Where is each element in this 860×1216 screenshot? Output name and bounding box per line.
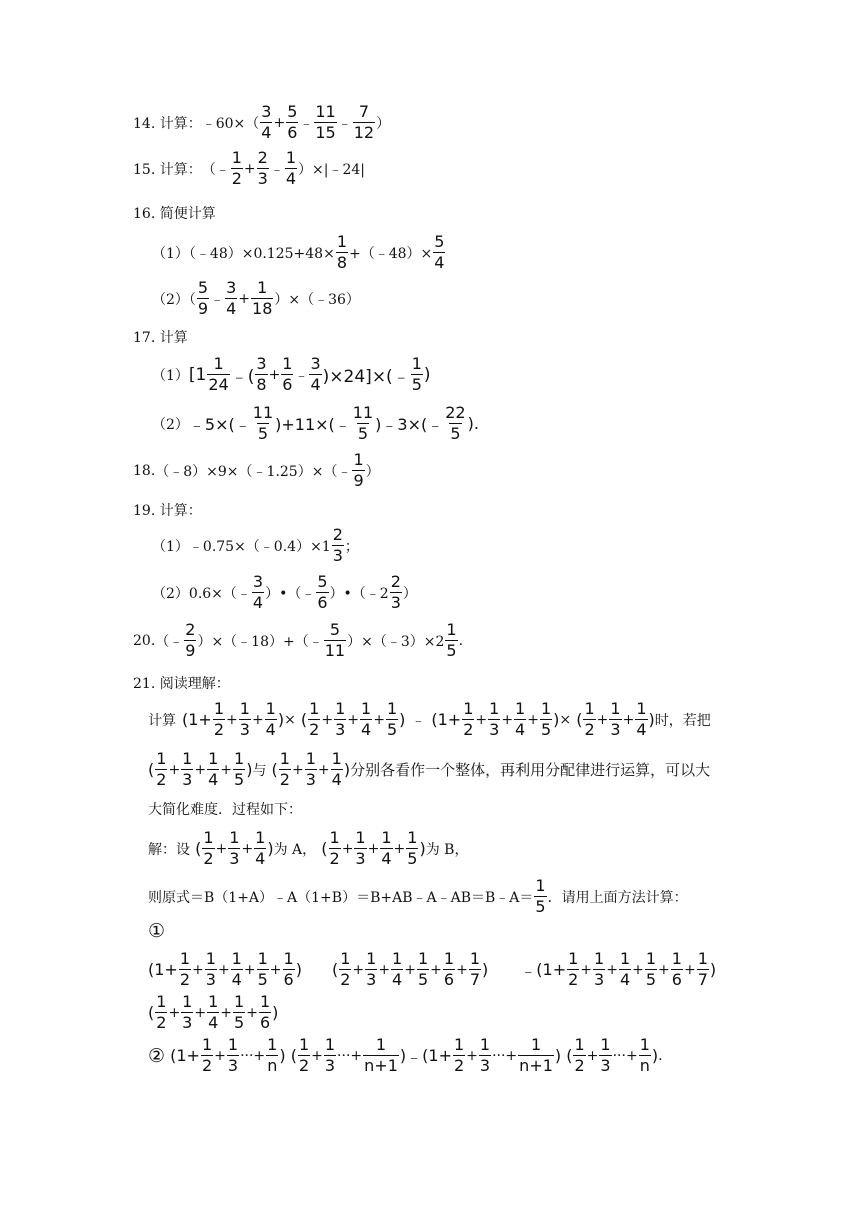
problem-15-label: 15. 计算： <box>133 161 202 178</box>
fraction <box>316 574 328 611</box>
fraction: $\frac{1}{7}$ <box>469 949 480 989</box>
fraction: $\frac{1}{4}$ <box>208 992 219 1032</box>
fraction: $\frac{1}{5}$ <box>234 992 245 1032</box>
denominator: 3 <box>332 546 343 565</box>
fraction: $\frac{1}{2}$ <box>309 699 320 739</box>
fraction: $\frac{1}{2}$ <box>584 699 595 739</box>
operator: ﹣ <box>294 367 309 384</box>
expr-text: （2）0.6×（﹣ <box>152 585 251 602</box>
expr-text: ) <box>423 364 431 385</box>
numerator: 2 <box>390 572 401 591</box>
expr-text: [1 <box>188 364 207 385</box>
problem-17-sub1 <box>152 356 431 393</box>
circled-1 <box>148 920 165 942</box>
fraction: $\frac{1}{4}$ <box>381 828 392 868</box>
operator: + <box>268 366 281 383</box>
fraction <box>314 104 336 141</box>
fraction: $\frac{1}{4}$ <box>636 699 647 739</box>
problem-19-sub2 <box>152 574 417 611</box>
fraction <box>445 622 457 659</box>
problem-14 <box>133 104 390 141</box>
numerator: 1 <box>285 148 297 167</box>
fraction: $\frac{1}{n}$ <box>639 1035 650 1075</box>
operator: + <box>243 160 256 177</box>
fraction <box>285 150 297 187</box>
denominator: 9 <box>185 641 196 660</box>
denominator: 4 <box>285 169 297 188</box>
expr-text: （﹣ <box>155 633 184 650</box>
numerator: 1 <box>535 876 546 895</box>
expr-text: ）×（﹣18）+（﹣ <box>197 633 323 650</box>
expr-text: ．请用上面方法计算： <box>547 889 688 906</box>
fraction <box>352 405 374 442</box>
fraction: $\frac{1}{3}$ <box>489 699 500 739</box>
numerator: 5 <box>287 102 298 121</box>
numerator: 1 <box>336 232 347 251</box>
fraction: $\frac{1}{3}$ <box>239 699 250 739</box>
numerator: 11 <box>252 403 274 422</box>
fraction: $\frac{1}{2}$ <box>340 949 351 989</box>
fraction <box>390 574 402 611</box>
numerator: 1 <box>353 450 364 469</box>
fraction: $\frac{1}{2}$ <box>453 1035 465 1075</box>
fraction: $\frac{1}{2}$ <box>201 1035 213 1075</box>
fraction <box>252 574 264 611</box>
fraction <box>197 280 209 317</box>
expr-text: )+11×(﹣ <box>275 415 351 434</box>
denominator: 3 <box>390 593 401 612</box>
problem-16-sub1 <box>152 234 446 271</box>
fraction <box>433 234 445 271</box>
fraction <box>444 405 466 442</box>
fraction: $\frac{1}{2}$ <box>156 992 167 1032</box>
fraction <box>251 280 273 317</box>
fraction: $\frac{1}{3}$ <box>335 699 346 739</box>
problem-label: 20. <box>133 632 156 649</box>
denominator: 5 <box>411 375 422 394</box>
fraction: $\frac{1}{3}$ <box>182 749 193 789</box>
expr-text: （﹣8）×9×（﹣1.25）×（﹣ <box>155 463 352 480</box>
operator: × <box>559 711 572 728</box>
numerator: 1 <box>213 354 224 373</box>
fraction: $\frac{1}{5}$ <box>407 828 418 868</box>
fraction: $\frac{1}{3}$ <box>229 828 240 868</box>
numerator: 3 <box>261 102 272 121</box>
problem-label: 18. <box>133 462 156 479</box>
fraction: $\frac{1}{4}$ <box>331 749 342 789</box>
fraction: $\frac{1}{5}$ <box>417 949 429 989</box>
fraction <box>336 234 348 271</box>
denominator: 5 <box>357 424 369 443</box>
fraction: $\frac{1}{2}$ <box>179 949 191 989</box>
denominator: 8 <box>336 253 347 272</box>
fraction: $\frac{1}{5}$ <box>234 749 245 789</box>
problem-14-label: 14. 计算： <box>133 115 202 132</box>
expr-text: 为 A， <box>273 841 317 858</box>
fraction: $\frac{1}{n}$ <box>267 1035 278 1075</box>
numerator: 3 <box>256 354 267 373</box>
problem-21-line1: 计算 (1+ $\frac{1}{2}$ + $\frac{1}{3}$ + $\frac{1}{4}$ ) × ( $\frac{1}{2}$ + $\frac{1}{3}$ + $\frac{1}{4}$ + $\frac{1}{5}$ ) ﹣ (1+ $\frac{1}{2}$ + $\frac{1}{3}$ + $\frac{1}{4}$ + $\frac{1}{5}$ ) × ( $\frac{1}{2}$ + $\frac{1}{3}$ + $\frac{1}{4}$ ) 时，若把 <box>148 699 711 739</box>
denominator: 4 <box>434 253 445 272</box>
fraction: $\frac{1}{4}$ <box>515 699 526 739</box>
fraction: $\frac{1}{2}$ <box>568 949 579 989</box>
operator: + <box>238 290 251 307</box>
problem-18 <box>133 452 380 489</box>
problem-15 <box>133 150 365 187</box>
expr-text: 为 B， <box>425 841 469 858</box>
expr-text: )×24]×(﹣ <box>322 367 410 387</box>
expr-text: 解：设 <box>148 841 190 858</box>
fraction <box>332 527 344 564</box>
fraction: $\frac{1}{4}$ <box>255 828 266 868</box>
fraction: $\frac{1}{3}$ <box>366 949 377 989</box>
denominator: 6 <box>317 593 328 612</box>
circled-number: ② <box>148 1044 166 1067</box>
expr-text: ）•（﹣ <box>265 585 316 602</box>
expr-text: ﹣60×（ <box>201 115 260 132</box>
fraction: $\frac{1}{3}$ <box>305 749 316 789</box>
fraction: $\frac{1}{7}$ <box>697 949 708 989</box>
expr-text: ）×（﹣3）×2 <box>347 633 445 650</box>
fraction <box>257 150 269 187</box>
fraction: $\frac{1}{4}$ <box>208 749 219 789</box>
numerator: 5 <box>434 232 445 251</box>
problem-16-sub2 <box>152 280 360 317</box>
fraction: $\frac{1}{n+1}$ <box>519 1035 553 1075</box>
fraction <box>281 356 293 393</box>
fraction <box>353 104 375 141</box>
denominator: 24 <box>208 375 229 394</box>
fraction: $\frac{1}{3}$ <box>182 992 193 1032</box>
expr-text: ）×（﹣36） <box>274 291 360 308</box>
fraction <box>207 356 229 393</box>
denominator: 6 <box>287 123 298 142</box>
denominator: 15 <box>315 123 336 142</box>
problem-17-sub2 <box>152 405 479 442</box>
expr-text: ） <box>365 463 380 480</box>
fraction: $\frac{1}{5}$ <box>257 949 268 989</box>
fraction: $\frac{1}{3}$ <box>479 1035 491 1075</box>
expr-text: ； <box>344 538 359 555</box>
expr-text: ） <box>402 585 417 602</box>
fraction: $\frac{1}{3}$ <box>600 1035 611 1075</box>
q1-line-a: (1+ $\frac{1}{2}$ + $\frac{1}{3}$ + $\frac{1}{4}$ + $\frac{1}{5}$ + $\frac{1}{6}$ ) ( $\frac{1}{2}$ + $\frac{1}{3}$ + $\frac{1}{4}$ + $\frac{1}{5}$ + $\frac{1}{6}$ + $\frac{1}{7}$ ) ﹣ (1+ $\frac{1}{2}$ + $\frac{1}{3}$ + $\frac{1}{4}$ + $\frac{1}{5}$ + $\frac{1}{6}$ + $\frac{1}{7}$ ) <box>148 949 717 989</box>
denominator: 18 <box>252 299 273 318</box>
problem-17-label <box>133 327 188 347</box>
denominator: 11 <box>324 641 346 660</box>
expr-text: . <box>658 1047 663 1064</box>
problem-21-label <box>133 673 230 693</box>
operator: ﹣ <box>520 961 537 980</box>
numerator: 22 <box>445 403 466 422</box>
fraction: $\frac{1}{4}$ <box>361 699 372 739</box>
numerator: 1 <box>231 148 242 167</box>
numerator: 1 <box>257 278 268 297</box>
fraction: $\frac{1}{5}$ <box>540 699 552 739</box>
expr-text: （1）﹣0.75×（﹣0.4）×1 <box>152 538 331 555</box>
expr-text: 分别各看作一个整体，再利用分配律进行运算，可以大 <box>350 761 711 779</box>
expr-text: （2）（ <box>152 291 196 308</box>
numerator: 5 <box>197 278 209 297</box>
fraction: $\frac{1}{5}$ <box>386 699 398 739</box>
denominator: 2 <box>231 169 242 188</box>
numerator: 1 <box>446 620 457 639</box>
fraction: $\frac{1}{2}$ <box>203 828 214 868</box>
operator: ﹣ <box>299 115 314 132</box>
fraction: $\frac{1}{2}$ <box>156 749 167 789</box>
denominator: 5 <box>257 424 269 443</box>
operator: ﹣ <box>210 291 225 308</box>
expr-text: 时，若把 <box>654 712 711 729</box>
problem-21-line3 <box>148 799 302 819</box>
expr-text: （1） <box>152 367 189 384</box>
denominator: 9 <box>197 299 209 318</box>
fraction <box>352 452 364 489</box>
problem-19-label <box>133 500 202 520</box>
fraction: $\frac{1}{2}$ <box>213 699 225 739</box>
problem-20 <box>133 622 463 659</box>
expr-text: 与 <box>252 762 267 779</box>
problem-16-label <box>133 203 216 223</box>
operator: ﹣ <box>269 161 284 178</box>
problem-label: 21. 阅读理解： <box>133 676 230 692</box>
denominator: 12 <box>353 123 375 142</box>
expr-text: . <box>458 632 464 649</box>
fraction: $\frac{1}{n+1}$ <box>364 1035 398 1075</box>
fraction: $\frac{1}{3}$ <box>205 949 216 989</box>
problem-label: 16. 简便计算 <box>133 206 216 222</box>
problem-21-line5 <box>148 878 688 915</box>
expr-text: )﹣3×(﹣ <box>375 415 444 434</box>
fraction: $\frac{1}{6}$ <box>259 992 271 1032</box>
fraction <box>260 104 272 141</box>
fraction <box>309 356 321 393</box>
fraction <box>225 280 237 317</box>
numerator: 1 <box>282 354 293 373</box>
denominator: 4 <box>310 375 321 394</box>
problem-21-line2: ( $\frac{1}{2}$ + $\frac{1}{3}$ + $\frac{1}{4}$ + $\frac{1}{5}$ ) 与 ( $\frac{1}{2}$ + $\frac{1}{3}$ + $\frac{1}{4}$ ) 分别各看作一个整体，再利用分配律进行运算，可以大 <box>148 749 711 789</box>
circled-number: ① <box>148 920 166 942</box>
fraction: $\frac{1}{2}$ <box>298 1035 310 1075</box>
expr-text: （2） <box>152 416 189 433</box>
problem-label: 19. 计算： <box>133 503 202 519</box>
expr-text: ） <box>376 115 391 132</box>
fraction: $\frac{1}{3}$ <box>610 699 621 739</box>
fraction <box>324 622 346 659</box>
expr-text: ). <box>467 414 479 433</box>
fraction: $\frac{1}{2}$ <box>574 1035 585 1075</box>
numerator: 1 <box>411 354 422 373</box>
fraction: $\frac{1}{2}$ <box>463 699 474 739</box>
expr-text: 计算 <box>148 712 176 729</box>
fraction <box>184 622 196 659</box>
operator: ﹣ <box>406 1047 423 1066</box>
numerator: 11 <box>315 102 336 121</box>
problem-label: 17. 计算 <box>133 330 188 346</box>
fraction: $\frac{1}{5}$ <box>645 949 657 989</box>
operator: ﹣ <box>411 712 426 729</box>
q1-line-b: ( $\frac{1}{2}$ + $\frac{1}{3}$ + $\frac{1}{4}$ + $\frac{1}{5}$ + $\frac{1}{6}$ ) <box>148 992 279 1032</box>
denominator: 4 <box>226 299 237 318</box>
denominator: 6 <box>282 375 293 394</box>
numerator: 2 <box>332 525 343 544</box>
expr-text: 则原式＝B（1+A）﹣A（1+B）＝B+AB﹣A﹣AB＝B﹣A＝ <box>148 889 534 906</box>
expr-text: ）•（﹣2 <box>329 585 389 602</box>
fraction: $\frac{1}{3}$ <box>227 1035 239 1075</box>
numerator: 3 <box>310 354 321 373</box>
expr-text: （1）（﹣48）×0.125+48× <box>152 245 335 262</box>
numerator: 3 <box>226 278 237 297</box>
fraction <box>252 405 274 442</box>
numerator: 2 <box>185 620 196 639</box>
fraction: $\frac{1}{3}$ <box>355 828 366 868</box>
expr-text: ）×|﹣24| <box>298 161 365 178</box>
fraction: $\frac{1}{2}$ <box>279 749 290 789</box>
fraction <box>231 150 243 187</box>
fraction <box>534 878 546 915</box>
problem-21-line4: 解：设 ( $\frac{1}{2}$ + $\frac{1}{3}$ + $\frac{1}{4}$ ) 为 A， ( $\frac{1}{2}$ + $\frac{1}{3}$ + $\frac{1}{4}$ + $\frac{1}{5}$ ) 为 B， <box>148 828 469 868</box>
denominator: 3 <box>257 169 268 188</box>
fraction <box>411 356 423 393</box>
operator: × <box>284 711 296 728</box>
numerator: 5 <box>317 572 328 591</box>
expr-text: 大简化难度．过程如下： <box>148 802 302 818</box>
denominator: 5 <box>450 424 461 443</box>
denominator: 9 <box>353 471 364 490</box>
numerator: 7 <box>358 102 369 121</box>
fraction: $\frac{1}{4}$ <box>392 949 403 989</box>
fraction <box>286 104 298 141</box>
q2-line: ② (1+ $\frac{1}{2}$ + $\frac{1}{3}$ ···+ $\frac{1}{n}$ ) ( $\frac{1}{2}$ + $\frac{1}{3}$ ···+ $\frac{1}{n+1}$ ) ﹣ (1+ $\frac{1}{2}$ + $\frac{1}{3}$ ···+ $\frac{1}{n+1}$ ) ( $\frac{1}{2}$ + $\frac{1}{3}$ ···+ $\frac{1}{n}$ ) . <box>148 1035 663 1075</box>
expr-text: ﹣5×(﹣ <box>188 415 251 434</box>
fraction: $\frac{1}{6}$ <box>283 949 294 989</box>
denominator: 5 <box>535 897 546 916</box>
fraction: $\frac{1}{3}$ <box>594 949 605 989</box>
numerator: 11 <box>352 403 374 422</box>
fraction: $\frac{1}{6}$ <box>671 949 682 989</box>
denominator: 4 <box>252 593 264 612</box>
fraction: $\frac{1}{2}$ <box>329 828 340 868</box>
fraction: $\frac{1}{4}$ <box>231 949 242 989</box>
numerator: 5 <box>329 620 340 639</box>
expr-text: （﹣ <box>201 161 230 178</box>
fraction <box>255 356 267 393</box>
numerator: 3 <box>252 572 264 591</box>
operator: + <box>273 114 286 131</box>
expr-text: ﹣( <box>230 367 255 387</box>
fraction: $\frac{1}{4}$ <box>619 949 631 989</box>
fraction: $\frac{1}{4}$ <box>265 699 276 739</box>
denominator: 5 <box>446 641 457 660</box>
expr-text: +（﹣48）× <box>349 245 433 262</box>
fraction: $\frac{1}{3}$ <box>324 1035 336 1075</box>
operator: ﹣ <box>337 115 352 132</box>
denominator: 8 <box>256 375 267 394</box>
fraction: $\frac{1}{6}$ <box>443 949 455 989</box>
denominator: 4 <box>261 123 272 142</box>
numerator: 2 <box>257 148 268 167</box>
problem-19-sub1 <box>152 527 359 564</box>
